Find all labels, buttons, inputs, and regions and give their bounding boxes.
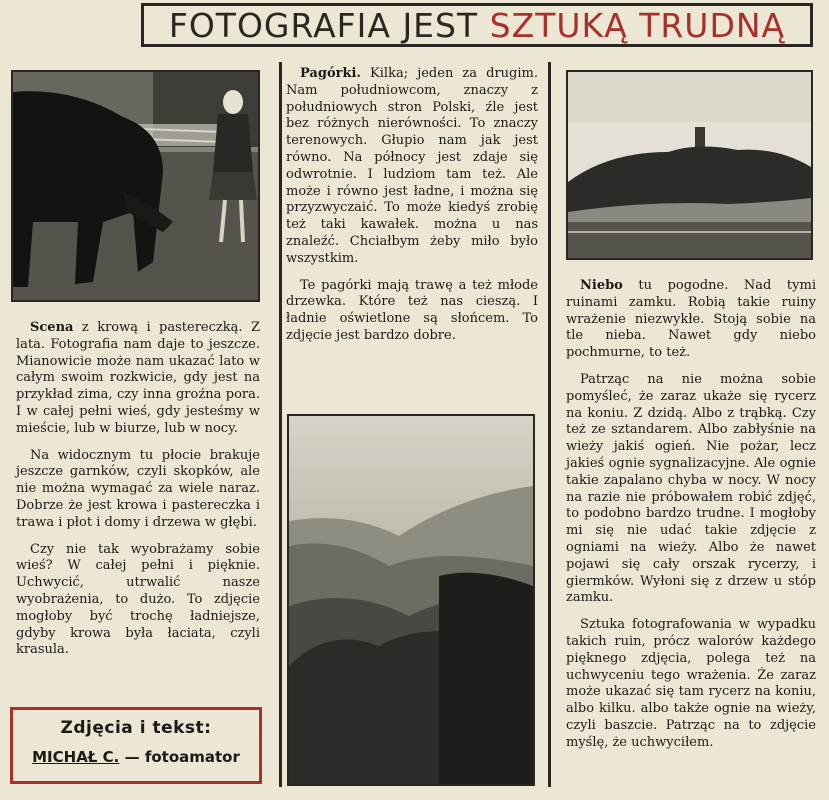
left-lead-word: Scena — [30, 320, 74, 335]
left-column-text — [16, 320, 260, 669]
right-lead-word: Niebo — [580, 278, 623, 293]
photo-castle-ruins — [566, 70, 813, 260]
headline-part-3: TRUDNĄ — [627, 5, 786, 45]
castle-ruins-image — [568, 72, 811, 258]
left-paragraph-1 — [16, 320, 260, 438]
column-rule-left — [279, 62, 282, 787]
photo-hills — [287, 414, 535, 786]
left-paragraph-1-text: z krową i pastereczką. Z lata. Fotografia nam daje to jeszcze. Mianowicie może nam ukazać lato w całym swoim rozkwicie, gdy jest na przykład zima, czy inna groźna pora. I w całej pełni wieś, gdy jesteśmy w mieście, lub w biurze, lub w nocy. — [16, 320, 260, 436]
headline — [169, 6, 785, 45]
credit-author-role: — fotoamator — [119, 748, 240, 766]
credit-author-name: MICHAŁ C. — [32, 748, 120, 766]
right-paragraph-1-text: tu pogodne. Nad tymi ruinami zamku. Robią takie ruiny wrażenie niezwykłe. Stoją sobie na tle nieba. Nawet gdy niebo pochmurne, to też. — [566, 278, 816, 361]
middle-lead-word: Pagórki. — [300, 66, 361, 81]
right-column-text — [566, 278, 816, 762]
headline-part-1: FOTOGRAFIA JEST — [168, 5, 490, 45]
middle-paragraph-1 — [286, 66, 538, 268]
right-paragraph-3: Sztuka fotografowania w wypadku takich ruin, prócz walorów każdego pięknego zdjęcia, polega też na uchwyceniu tego wrażenia. Że zaraz może ukazać się tam rycerz na koniu, albo kilku. albo także ognie na wieży, czyli baszcie. Patrząc na to zdjęcie myślę, że uchwyciłem. — [566, 617, 816, 750]
cow-shepherdess-image — [13, 72, 258, 300]
photo-cow-shepherdess — [11, 70, 260, 302]
left-paragraph-2: Na widocznym tu płocie brakuje jeszcze garnków, czyli skopków, ale nie można wymagać za wiele naraz. Dobrze że jest krowa i pastereczka i trawa i płot i domy i drzewa w głębi. — [16, 447, 260, 530]
middle-paragraph-1-text: Kilka; jeden za drugim. Nam południowcom, znaczy z południowych stron Polski, źle jest bez różnych nierówności. To znaczy terenowych. Głupio nam jak jest równo. Na północy jest zdaje się odwrotnie. I ludziom tam też. Ale może i równo jest ładne, i można się przyzwyczaić. To może kiedyś zrobię też taki kawałek. można u nas znaleźć. Chciałbym żeby miło było wszystkim. — [286, 66, 538, 266]
headline-box — [141, 3, 813, 47]
headline-part-2: SZTUKĄ — [489, 5, 628, 45]
credit-box — [10, 707, 262, 784]
hills-image — [289, 416, 533, 784]
right-paragraph-2: Patrząc na nie można sobie pomyśleć, że zaraz ukaże się rycerz na koniu. Z dzidą. Albo z trąbką. Czy też ze sztandarem. Albo zabłyśnie na wieży jakiś ogień. Nie pożar, lecz jakieś ognie sygnalizacyjne. Ale ognie takie zapalano chyba w nocy. W nocy na razie nie próbowałem robić zdjęć, to podobno bardzo trudne. I mogłoby mi się nie udać takie zdjęcie z ogniami na wieży. Albo że nawet pojawi się cały orszak rycerzy, i giermków. Wyłoni się z drzew u stóp zamku. — [566, 371, 816, 606]
middle-paragraph-2: Te pagórki mają trawę a też młode drzewka. Które też nas cieszą. I ładnie oświetlone są słońcem. To zdjęcie jest bardzo dobre. — [286, 277, 538, 343]
column-rule-right — [548, 62, 551, 787]
credit-author-line — [13, 748, 259, 766]
left-paragraph-3: Czy nie tak wyobrażamy sobie wieś? W całej pełni i pięknie. Uchwycić, utrwalić nasze wyobrażenia, to dużo. To zdjęcie mogłoby być trochę ładniejsze, gdyby krowa była łaciata, czyli krasula. — [16, 541, 260, 658]
credit-heading: Zdjęcia i tekst: — [60, 718, 212, 738]
middle-column-text — [286, 66, 538, 355]
right-paragraph-1 — [566, 278, 816, 362]
